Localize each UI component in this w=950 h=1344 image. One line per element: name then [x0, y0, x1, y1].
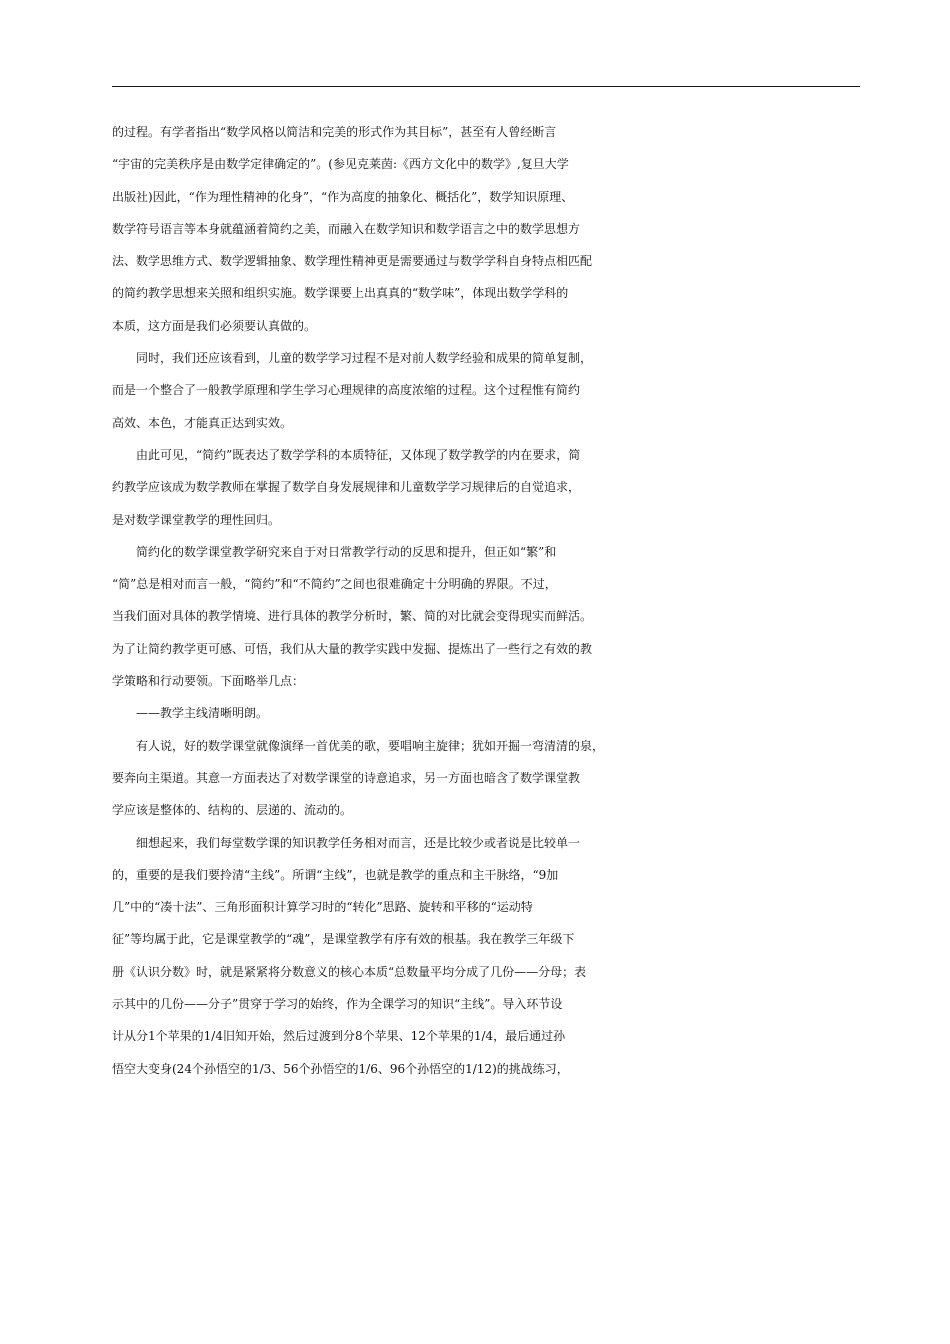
text-line-28: 示其中的几份——分子”贯穿于学习的始终，作为全课学习的知识“主线”。导入环节设 [112, 997, 563, 1012]
text-line-9: 而是一个整合了一般教学原理和学生学习心理规律的高度浓缩的过程。这个过程惟有简约 [112, 383, 581, 398]
text-line-23: 细想起来，我们每堂数学课的知识教学任务相对而言，还是比较少或者说是比较单一 [112, 835, 581, 850]
text-line-1: 的过程。有学者指出“数学风格以简洁和完美的形式作为其目标”，甚至有人曾经断言 [112, 125, 557, 139]
text-line-10: 高效、本色，才能真正达到实效。 [112, 415, 293, 430]
text-line-11: 由此可见，“简约”既表达了数学学科的本质特征，又体现了数学教学的内在要求，简 [112, 447, 581, 462]
text-line-22: 学应该是整体的、结构的、层递的、流动的。 [112, 803, 353, 818]
text-line-15: “简”总是相对而言一般，“简约”和“不简约”之间也很难确定十分明确的界限。不过， [112, 577, 557, 592]
text-line-12: 约教学应该成为数学教师在掌握了数学自身发展规律和儿童数学学习规律后的自觉追求， [112, 480, 581, 495]
text-line-2: “宇宙的完美秩序是由数学定律确定的”。(参见克莱茵:《西方文化中的数学》,复旦大学 [112, 157, 569, 172]
text-line-30: 悟空大变身(24个孙悟空的1/3、56个孙悟空的1/6、96个孙悟空的1/12)的挑战练习， [112, 1061, 569, 1076]
text-line-25: 几”中的“凑十法”、三角形面积计算学习时的“转化”思路、旋转和平移的“运动特 [112, 900, 533, 915]
text-line-4: 数学符号语言等本身就蕴涵着简约之美，而融入在数学知识和数学语言之中的数学思想方 [112, 221, 581, 236]
header-rule [112, 86, 860, 87]
text-line-24: 的，重要的是我们要拎清“主线”。所谓“主线”，也就是教学的重点和主干脉络，“9加 [112, 867, 559, 882]
text-line-29: 计从分1个苹果的1/4旧知开始，然后过渡到分8个苹果、12个苹果的1/4，最后通过孙 [112, 1029, 566, 1044]
text-line-8: 同时，我们还应该看到，儿童的数学学习过程不是对前人数学经验和成果的简单复制， [112, 351, 593, 366]
section-heading: ——教学主线清晰明朗。 [112, 706, 269, 721]
text-line-13: 是对数学课堂教学的理性回归。 [112, 512, 281, 527]
document-body [112, 116, 872, 1085]
text-line-18: 学策略和行动要领。下面略举几点： [112, 674, 305, 689]
text-line-26: 征”等均属于此，它是课堂教学的“魂”，是课堂教学有序有效的根基。我在教学三年级下 [112, 932, 575, 947]
text-line-5: 法、数学思维方式、数学逻辑抽象、数学理性精神更是需要通过与数学学科自身特点相匹配 [112, 254, 593, 269]
text-line-27: 册《认识分数》时，就是紧紧将分数意义的核心本质“总数量平均分成了几份——分母；表 [112, 964, 587, 979]
text-line-20: 有人说，好的数学课堂就像演绎一首优美的歌，要唱响主旋律；犹如开掘一弯清清的泉， [112, 738, 605, 753]
text-line-21: 要奔向主渠道。其意一方面表达了对数学课堂的诗意追求，另一方面也暗含了数学课堂教 [112, 770, 581, 785]
text-line-6: 的简约教学思想来关照和组织实施。数学课要上出真真的“数学味”，体现出数学学科的 [112, 286, 569, 301]
text-line-3: 出版社)因此，“作为理性精神的化身”，“作为高度的抽象化、概括化”，数学知识原理、 [112, 189, 574, 204]
text-line-14: 简约化的数学课堂教学研究来自于对日常教学行动的反思和提升，但正如“繁”和 [112, 544, 557, 559]
text-line-7: 本质，这方面是我们必须要认真做的。 [112, 318, 317, 333]
text-line-17: 为了让简约教学更可感、可悟，我们从大量的教学实践中发掘、提炼出了一些行之有效的教 [112, 641, 593, 656]
text-line-16: 当我们面对具体的教学情境、进行具体的教学分析时，繁、简的对比就会变得现实而鲜活。 [112, 609, 593, 624]
